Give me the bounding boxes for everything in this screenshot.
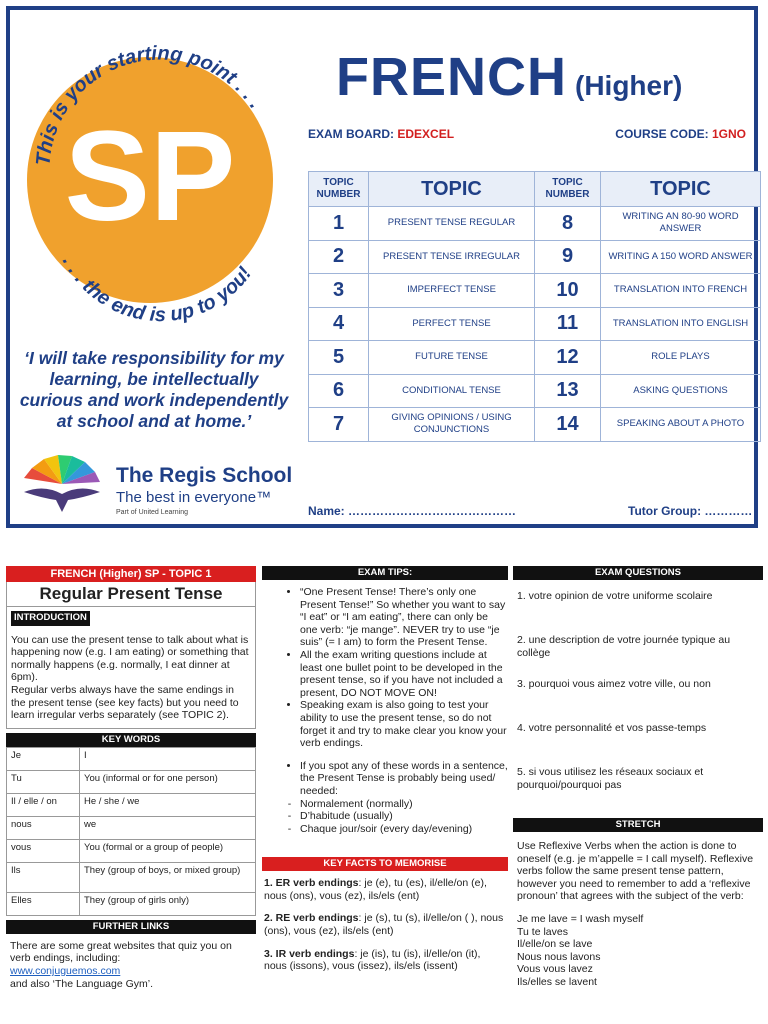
- topic-number: 7: [309, 408, 369, 442]
- exam-question: 1. votre opinion de votre uniforme scolaire: [517, 590, 713, 602]
- key-facts-header: KEY FACTS TO MEMORISE: [262, 857, 508, 871]
- course-code-label: COURSE CODE:: [615, 127, 709, 141]
- introduction-text: [11, 634, 251, 722]
- key-word-english: You (formal or a group of people): [80, 839, 256, 862]
- topic-header: TOPIC: [369, 172, 535, 207]
- topic-number-header: TOPIC NUMBER: [535, 172, 601, 207]
- exam-tip: • Speaking exam is also going to test your ability to use the present tense, so do not forget it and try to make clear you know your verb endings.: [300, 699, 508, 749]
- topic-number: 10: [535, 274, 601, 308]
- key-word-english: They (group of girls only): [80, 892, 256, 915]
- course-code-value: 1GNO: [711, 127, 746, 141]
- name-field[interactable]: Name: ……………………………………: [308, 504, 517, 518]
- topic-row: [309, 374, 761, 408]
- key-word-row: [7, 839, 256, 862]
- key-word-english: They (group of boys, or mixed group): [80, 862, 256, 892]
- topic-row: [309, 408, 761, 442]
- topic-name: CONDITIONAL TENSE: [369, 374, 535, 408]
- topic-name: FUTURE TENSE: [369, 341, 535, 375]
- spot-words-list: [262, 760, 508, 798]
- exam-question: 5. si vous utilisez les réseaux sociaux et pourquoi/pourquoi pas: [517, 766, 704, 791]
- topic-number: 14: [535, 408, 601, 442]
- signal-word: - Normalement (normally): [300, 798, 508, 811]
- introduction-section: [6, 606, 256, 729]
- topic-number: 1: [309, 207, 369, 241]
- signal-word: - D’habitude (usually): [300, 810, 508, 823]
- topic-name: PERFECT TENSE: [369, 307, 535, 341]
- topic-name: WRITING A 150 WORD ANSWER: [601, 240, 761, 274]
- page-title: [336, 46, 682, 108]
- key-fact: [264, 948, 506, 973]
- title-main: FRENCH: [336, 47, 567, 107]
- organiser-header: FRENCH (Higher) SP - TOPIC 1: [6, 566, 256, 582]
- topic-name: PRESENT TENSE IRREGULAR: [369, 240, 535, 274]
- topic-number-header: TOPIC NUMBER: [309, 172, 369, 207]
- reflexive-example: Ils/elles se lavent: [517, 975, 597, 988]
- key-fact-text: : je (s), tu (s), il/elle/on ( ), nous (ons), vous (ez), ils/els (ent): [264, 912, 504, 938]
- topic-number: 9: [535, 240, 601, 274]
- topic-name: SPEAKING ABOUT A PHOTO: [601, 408, 761, 442]
- exam-tips-header: EXAM TIPS:: [262, 566, 508, 580]
- starting-point-logo-icon: [20, 20, 290, 340]
- key-word-english: I: [80, 747, 256, 770]
- key-word-english: we: [80, 816, 256, 839]
- key-facts-section: [262, 871, 508, 973]
- exam-tip: • All the exam writing questions include at least one bullet point to be developed in the present tense, so if you have not included a present, DO NOT MOVE ON!: [300, 649, 508, 699]
- topic-number: 12: [535, 341, 601, 375]
- key-word-row: [7, 793, 256, 816]
- further-links-tail: and also ‘The Language Gym’.: [10, 977, 154, 990]
- spot-words-item: • If you spot any of these words in a sentence, the Present Tense is probably being used/ needed:: [300, 760, 508, 798]
- topic-number: 11: [535, 307, 601, 341]
- introduction-paragraph: You can use the present tense to talk about what is happening now (e.g. I am eating) or something that normally happens (e.g. normally, I eat dinner at 6pm).: [11, 633, 249, 684]
- reflexive-example: Vous vous lavez: [517, 963, 593, 976]
- signal-words-list: [262, 798, 508, 836]
- topic-number: 4: [309, 307, 369, 341]
- logo-arc-bottom: . . . the end is up to you!: [57, 252, 257, 327]
- school-part-of: Part of United Learning: [116, 509, 188, 516]
- key-word-row: [7, 862, 256, 892]
- reflexive-example: Je me lave = I wash myself: [517, 912, 644, 925]
- cover-page: [6, 6, 758, 528]
- tutor-group-field[interactable]: Tutor Group: …………: [628, 504, 753, 518]
- topic-name: TRANSLATION INTO FRENCH: [601, 274, 761, 308]
- topic-table-header-row: [309, 172, 761, 207]
- topic-row: [309, 207, 761, 241]
- key-word-english: He / she / we: [80, 793, 256, 816]
- topic-row: [309, 274, 761, 308]
- topic-name: GIVING OPINIONS / USING CONJUNCTIONS: [369, 408, 535, 442]
- topic-row: [309, 307, 761, 341]
- key-fact-text: : je (is), tu (is), il/elle/on (it), nous (issons), vous (issez), ils/els (issent): [264, 947, 481, 973]
- exam-tip: • “One Present Tense! There’s only one Present Tense!” So whether you want to say “I eat” or “I am eating”, there can only be one verb: “je mange”. NEVER try to use “je suis” (= I am) to form the Present Tense.: [300, 586, 508, 649]
- topic-number: 13: [535, 374, 601, 408]
- key-fact-text: : je (e), tu (es), il/elle/on (e), nous (ons), vous (ez), ils/els (ent): [264, 877, 487, 902]
- key-fact-label: 3. IR verb endings: [264, 947, 355, 960]
- exam-board-value: EDEXCEL: [397, 127, 455, 141]
- topic-number: 3: [309, 274, 369, 308]
- school-name: The Regis School: [116, 464, 293, 487]
- key-word-french: Elles: [7, 892, 80, 915]
- signal-word: - Chaque jour/soir (every day/evening): [300, 823, 508, 836]
- topic-name: WRITING AN 80-90 WORD ANSWER: [601, 207, 761, 241]
- topic-name: TRANSLATION INTO ENGLISH: [601, 307, 761, 341]
- key-word-french: Tu: [7, 770, 80, 793]
- exam-questions-list: [513, 580, 763, 804]
- reflexive-example: Tu te laves: [517, 925, 568, 938]
- school-branding: [20, 454, 300, 520]
- topic-name: IMPERFECT TENSE: [369, 274, 535, 308]
- topic-row: [309, 341, 761, 375]
- key-fact-label: 1. ER verb endings: [264, 877, 359, 890]
- key-word-french: vous: [7, 839, 80, 862]
- organiser-column-right: [513, 566, 763, 989]
- topic-name: ROLE PLAYS: [601, 341, 761, 375]
- key-fact: [264, 912, 506, 937]
- key-word-row: [7, 816, 256, 839]
- further-links-text: [6, 934, 256, 990]
- further-links-intro: There are some great websites that quiz you on verb endings, including:: [10, 939, 232, 965]
- organiser-title: Regular Present Tense: [6, 582, 256, 606]
- topic-row: [309, 240, 761, 274]
- exam-questions-header: EXAM QUESTIONS: [513, 566, 763, 580]
- school-rainbow-eagle-icon: [20, 454, 104, 520]
- exam-question: 2. une description de votre journée typique au collège: [517, 634, 731, 659]
- exam-tips-list: [262, 586, 508, 750]
- topic-number: 8: [535, 207, 601, 241]
- topic-number: 6: [309, 374, 369, 408]
- reflexive-example: Il/elle/on se lave: [517, 938, 593, 951]
- reflexive-example: Nous nous lavons: [517, 950, 601, 963]
- exam-question: 4. votre personnalité et vos passe-temps: [517, 722, 707, 734]
- topic-number: 2: [309, 240, 369, 274]
- key-fact-label: 2. RE verb endings: [264, 912, 359, 925]
- exam-board: [308, 127, 454, 141]
- logo-letters: SP: [64, 105, 236, 248]
- key-word-row: [7, 892, 256, 915]
- topic-header: TOPIC: [601, 172, 761, 207]
- key-word-row: [7, 770, 256, 793]
- key-words-table: [6, 747, 256, 916]
- logo-arc-top: This is your starting point . . .: [32, 42, 267, 167]
- further-links-header: FURTHER LINKS: [6, 920, 256, 934]
- topic-name: PRESENT TENSE REGULAR: [369, 207, 535, 241]
- conjuguemos-link[interactable]: www.conjuguemos.com: [10, 964, 121, 977]
- topic-number: 5: [309, 341, 369, 375]
- stretch-header: STRETCH: [513, 818, 763, 832]
- key-word-english: You (informal or for one person): [80, 770, 256, 793]
- reflexive-verb-examples: [513, 903, 763, 989]
- key-word-french: nous: [7, 816, 80, 839]
- key-word-french: Je: [7, 747, 80, 770]
- stretch-text: Use Reflexive Verbs when the action is done to oneself (e.g. je m’appelle = I call myself). Reflexive verbs follow the same present tense pattern, however you need to remember to add a ‘reflexive pronoun’ that agrees with the subject of the verb:: [517, 840, 754, 903]
- topic-table: [308, 171, 761, 442]
- key-word-french: Ils: [7, 862, 80, 892]
- exam-board-label: EXAM BOARD:: [308, 127, 394, 141]
- organiser-column-left: [6, 566, 256, 990]
- school-tagline: The best in everyone™: [116, 489, 272, 506]
- key-fact: [264, 877, 506, 902]
- course-code: [615, 127, 746, 141]
- introduction-paragraph: Regular verbs always have the same endings in the present tense (see key facts) but you need to learn irregular verbs separately (see TOPIC 2).: [11, 683, 239, 722]
- title-sub: (Higher): [575, 70, 683, 101]
- school-motto: ‘I will take responsibility for my learning, be intellectually curious and work independently at school and at home.’: [19, 348, 289, 431]
- introduction-label: INTRODUCTION: [11, 611, 90, 626]
- key-word-french: Il / elle / on: [7, 793, 80, 816]
- organiser-column-middle: [262, 566, 508, 983]
- topic-name: ASKING QUESTIONS: [601, 374, 761, 408]
- exam-question: 3. pourquoi vous aimez votre ville, ou non: [517, 678, 711, 690]
- key-word-row: [7, 747, 256, 770]
- key-words-header: KEY WORDS: [6, 733, 256, 747]
